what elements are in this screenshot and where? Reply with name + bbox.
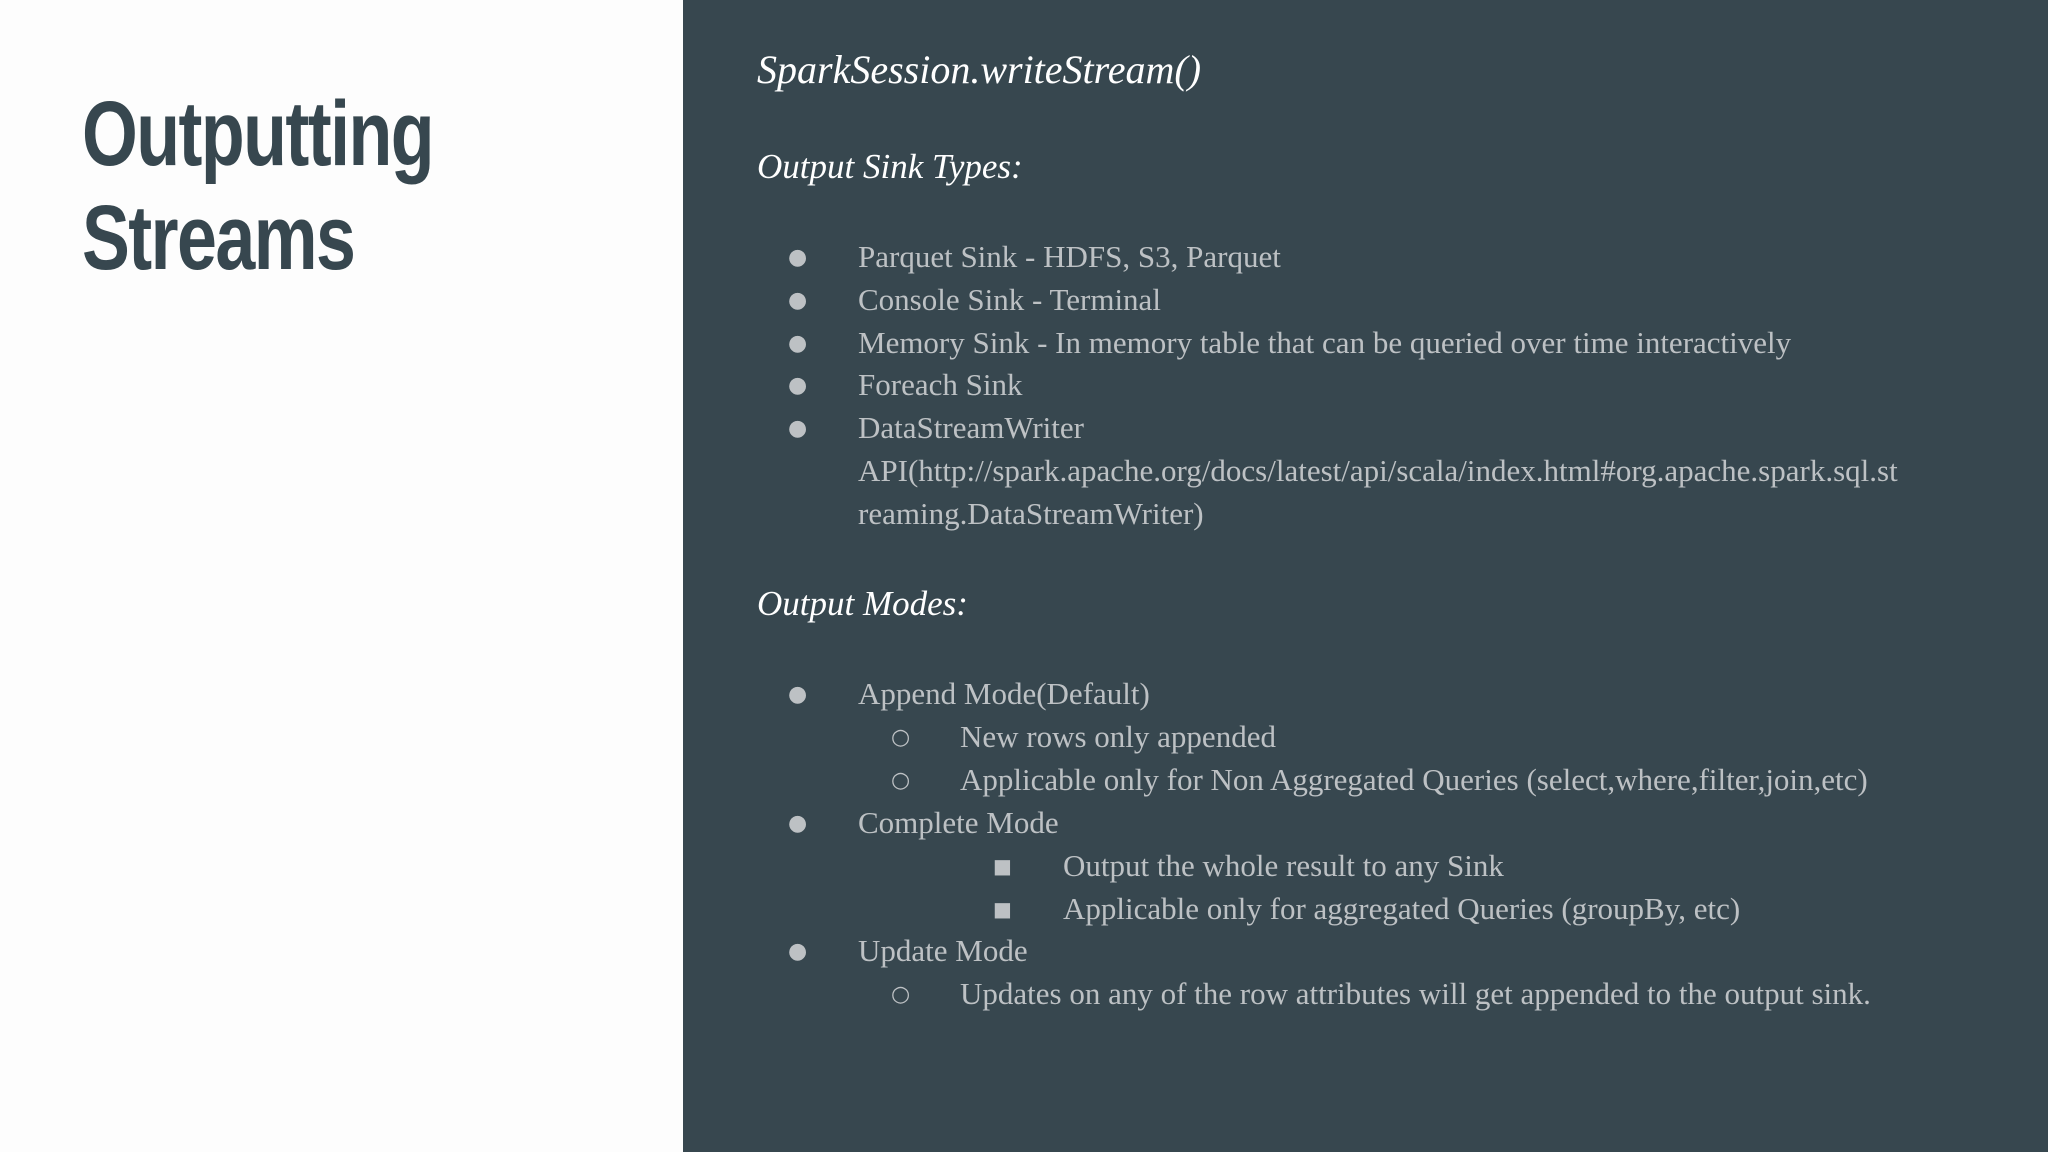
complete-detail-1: Output the whole result to any Sink xyxy=(1063,848,1504,883)
sink-item-memory: Memory Sink - In memory table that can be queried over time interactively xyxy=(858,325,1792,360)
slide-title xyxy=(82,82,433,290)
circle-bullet-icon: ○ xyxy=(891,768,911,793)
bullet-icon: ● xyxy=(788,939,808,964)
square-bullet-icon: ■ xyxy=(993,854,1012,878)
mode-complete: Complete Mode xyxy=(858,805,1059,840)
append-detail-2: Applicable only for Non Aggregated Queries (select,where,filter,join,etc) xyxy=(960,762,1868,797)
bullet-icon: ● xyxy=(788,682,808,707)
sink-item-datastreamwriter: DataStreamWriter xyxy=(858,410,1084,445)
sink-item-foreach: Foreach Sink xyxy=(858,367,1023,402)
bullet-icon: ● xyxy=(788,811,808,836)
bullet-icon: ● xyxy=(788,373,808,398)
title-panel xyxy=(0,0,683,1152)
update-detail-1: Updates on any of the row attributes will get appended to the output sink. xyxy=(960,976,1871,1011)
bullet-icon: ● xyxy=(788,288,808,313)
square-bullet-icon: ■ xyxy=(993,897,1012,921)
slide-title-line-2: Streams xyxy=(82,187,355,289)
bullet-icon: ● xyxy=(788,245,808,270)
mode-append: Append Mode(Default) xyxy=(858,676,1150,711)
mode-update: Update Mode xyxy=(858,933,1028,968)
sink-item-console: Console Sink - Terminal xyxy=(858,282,1161,317)
slide-title-line-1: Outputting xyxy=(82,83,434,185)
main-heading: SparkSession.writeStream() xyxy=(757,47,1202,92)
bullet-icon: ● xyxy=(788,416,808,441)
sink-types-heading: Output Sink Types: xyxy=(757,147,1023,186)
output-modes-heading: Output Modes: xyxy=(757,584,968,623)
sink-item-parquet: Parquet Sink - HDFS, S3, Parquet xyxy=(858,239,1281,274)
bullet-icon: ● xyxy=(788,331,808,356)
complete-detail-2: Applicable only for aggregated Queries (groupBy, etc) xyxy=(1063,891,1741,926)
circle-bullet-icon: ○ xyxy=(891,982,911,1007)
sink-api-link-line-2: reaming.DataStreamWriter) xyxy=(858,496,1204,531)
circle-bullet-icon: ○ xyxy=(891,725,911,750)
append-detail-1: New rows only appended xyxy=(960,719,1276,754)
sink-api-link-line-1: API(http://spark.apache.org/docs/latest/api/scala/index.html#org.apache.spark.sql.st xyxy=(858,453,1898,488)
